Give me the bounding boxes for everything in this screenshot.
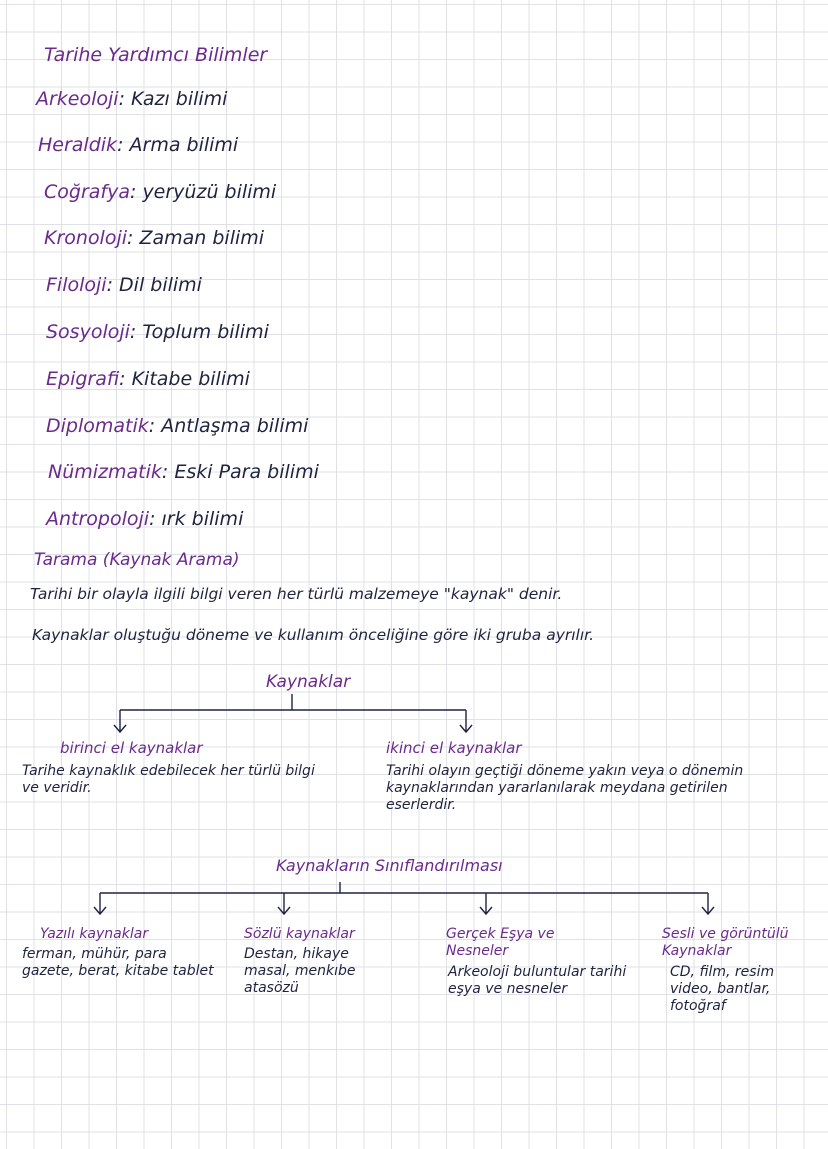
birinci-el-title: birinci el kaynaklar (60, 739, 203, 757)
ikinci-el-title: ikinci el kaynaklar (386, 739, 522, 757)
science-item: Antropoloji: ırk bilimi (46, 508, 244, 530)
science-def: ırk bilimi (161, 508, 244, 530)
group-title: Sözlü kaynaklar (244, 926, 355, 942)
arrow-to-gercek (480, 893, 492, 914)
group-title: Sesli ve görüntülü Kaynaklar (662, 926, 789, 960)
ikinci-el-text: Tarihi olayın geçtiği döneme yakın veya o dönemin kaynaklarından yararlanılarak meydana getirilen eserlerdir. (386, 763, 744, 814)
kaynaklar-label: Kaynaklar (266, 672, 351, 692)
group-title: Yazılı kaynaklar (40, 926, 149, 942)
science-item: Filoloji: Dil bilimi (46, 274, 202, 296)
arrow-to-sozlu (278, 893, 290, 914)
science-term: Filoloji (46, 274, 107, 296)
science-def: Toplum bilimi (142, 321, 269, 343)
group-title: Gerçek Eşya ve Nesneler (446, 926, 555, 960)
science-term: Heraldik (38, 134, 118, 156)
science-term: Kronoloji (44, 227, 128, 249)
science-def: yeryüzü bilimi (142, 181, 277, 203)
science-term: Arkeoloji (36, 88, 119, 110)
science-term: Epigrafi (46, 368, 120, 390)
arrow-to-ikinci (460, 710, 472, 732)
science-def: Eski Para bilimi (174, 461, 319, 483)
birinci-el-text: Tarihe kaynaklık edebilecek her türlü bilgi ve veridir. (22, 763, 315, 797)
science-def: Antlaşma bilimi (161, 415, 309, 437)
tarama-line-2: Kaynaklar oluştuğu döneme ve kullanım önceliğine göre iki gruba ayrılır. (32, 626, 595, 644)
arrow-to-sesli (702, 893, 714, 914)
science-item: Nümizmatik: Eski Para bilimi (48, 461, 319, 483)
tarama-heading: Tarama (Kaynak Arama) (34, 550, 240, 570)
arrow-to-birinci (114, 710, 126, 732)
group-text: CD, film, resim video, bantlar, fotoğraf (670, 964, 775, 1015)
science-def: Kitabe bilimi (131, 368, 250, 390)
science-item: Heraldik: Arma bilimi (38, 134, 239, 156)
tarama-line-1: Tarihi bir olayla ilgili bilgi veren her türlü malzemeye "kaynak" denir. (30, 585, 563, 603)
science-def: Zaman bilimi (139, 227, 265, 249)
science-def: Dil bilimi (119, 274, 202, 296)
page-title: Tarihe Yardımcı Bilimler (44, 44, 268, 66)
arrow-to-yazili (94, 893, 106, 914)
science-item: Diplomatik: Antlaşma bilimi (46, 415, 309, 437)
siniflandirma-label: Kaynakların Sınıflandırılması (276, 856, 503, 875)
science-term: Coğrafya (44, 181, 130, 203)
science-term: Diplomatik (46, 415, 149, 437)
science-term: Nümizmatik (48, 461, 162, 483)
group-text: Arkeoloji buluntular tarihi eşya ve nesneler (448, 964, 627, 998)
science-item: Coğrafya: yeryüzü bilimi (44, 181, 277, 203)
science-item: Epigrafi: Kitabe bilimi (46, 368, 250, 390)
group-text: ferman, mühür, para gazete, berat, kitabe tablet (22, 946, 214, 980)
science-def: Kazı bilimi (131, 88, 228, 110)
group-text: Destan, hikaye masal, menkıbe atasözü (244, 946, 356, 997)
science-item: Arkeoloji: Kazı bilimi (36, 88, 228, 110)
science-item: Sosyoloji: Toplum bilimi (46, 321, 269, 343)
science-item: Kronoloji: Zaman bilimi (44, 227, 265, 249)
science-term: Sosyoloji (46, 321, 130, 343)
science-def: Arma bilimi (129, 134, 239, 156)
science-term: Antropoloji (46, 508, 150, 530)
